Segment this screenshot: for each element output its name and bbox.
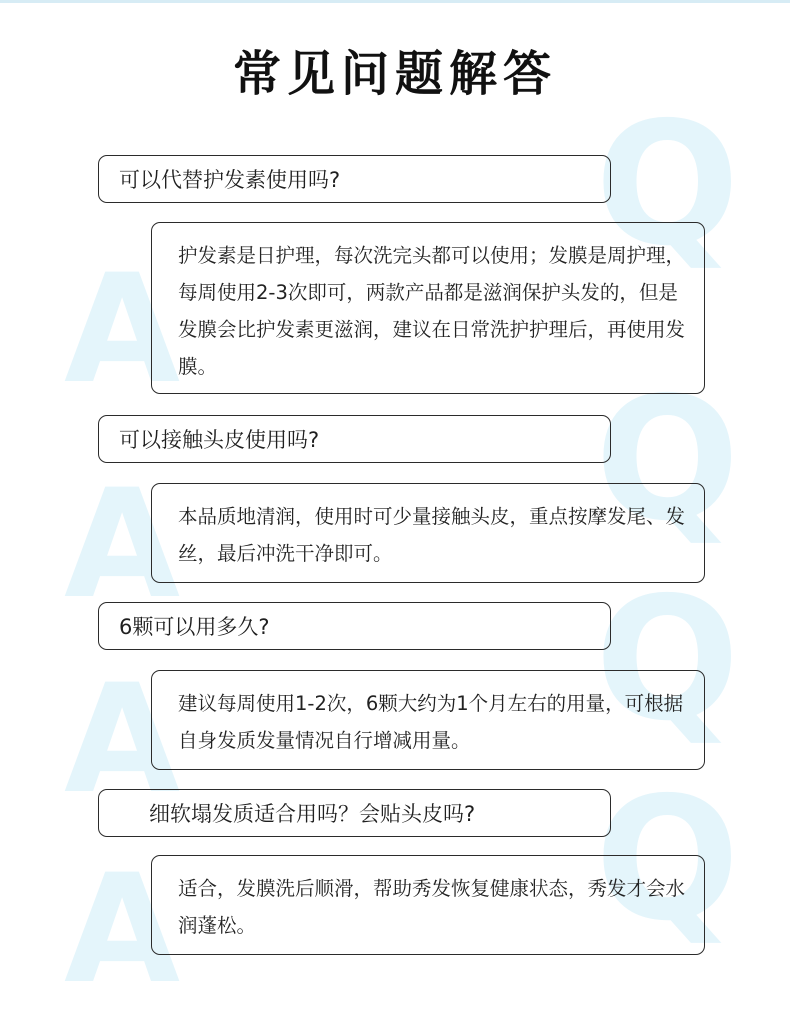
watermark-q-letter: Q (595, 561, 740, 759)
faq-answer-text: 本品质地清润，使用时可少量接触头皮，重点按摩发尾、发丝，最后冲洗干净即可。 (178, 505, 686, 565)
faq-answer-text: 建议每周使用1-2次，6颗大约为1个月左右的用量，可根据自身发质发量情况自行增减用量。 (178, 692, 684, 752)
faq-answer-text: 适合，发膜洗后顺滑，帮助秀发恢复健康状态，秀发才会水润蓬松。 (178, 877, 686, 937)
faq-question-text: 6颗可以用多久? (119, 615, 270, 639)
faq-question-box (98, 602, 611, 650)
faq-question-box (98, 789, 611, 837)
page-title: 常见问题解答 (232, 46, 557, 102)
watermark-q-letter: Q (595, 761, 740, 959)
watermark-q-letter: Q (595, 361, 740, 559)
faq-answer-box (151, 670, 705, 770)
watermark-a-letter: A (64, 458, 181, 632)
watermark-a-letter: A (64, 653, 181, 827)
faq-answer-box (151, 483, 705, 583)
faq-answer-box (151, 222, 705, 394)
faq-question-box (98, 415, 611, 463)
faq-question-text: 细软塌发质适合用吗？会贴头皮吗? (149, 802, 476, 826)
faq-question-text: 可以接触头皮使用吗? (119, 428, 320, 452)
top-divider-line (0, 0, 790, 3)
faq-answer-box (151, 855, 705, 955)
watermark-a-letter: A (64, 843, 181, 1009)
faq-question-text: 可以代替护发素使用吗? (119, 168, 341, 192)
watermark-a-letter: A (64, 243, 181, 417)
faq-answer-text: 护发素是日护理，每次洗完头都可以使用；发膜是周护理，每周使用2-3次即可，两款产品都是滋润保护头发的，但是发膜会比护发素更滋润，建议在日常洗护护理后，再使用发膜。 (178, 244, 686, 378)
faq-question-box (98, 155, 611, 203)
watermark-q-letter: Q (595, 86, 740, 284)
